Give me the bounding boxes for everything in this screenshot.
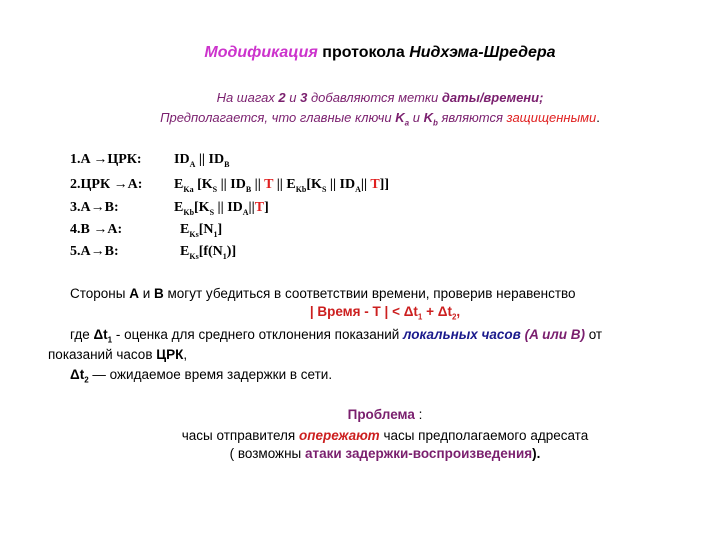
text-fragment: ||: [248, 200, 255, 215]
text-fragment: Δt: [93, 327, 108, 342]
text-fragment: Проблема: [347, 407, 415, 422]
text-fragment: Ks: [189, 251, 199, 261]
text-fragment: A: [189, 159, 196, 169]
step-message: [180, 244, 236, 261]
text-fragment: 1: [222, 251, 227, 261]
key-ka-subscript: a: [404, 118, 410, 128]
text-fragment: || ID: [217, 177, 246, 192]
timestamp-t: T: [370, 177, 380, 192]
text-fragment: — ожидаемое время задержки в сети.: [88, 367, 333, 382]
text-fragment: ||: [251, 177, 265, 192]
local-clocks-term: локальных часов: [403, 327, 521, 342]
time-inequality: [0, 304, 720, 322]
step-label: 4.B →A:: [70, 222, 123, 237]
text-fragment: [N: [198, 222, 214, 237]
step-label: 1.A →ЦРК:: [70, 152, 142, 167]
intro-step-number: 3: [300, 90, 308, 105]
text-fragment: и: [138, 286, 155, 301]
para-line-5: [70, 367, 332, 385]
intro-line-2: [0, 110, 720, 128]
intro-line-1: [0, 90, 720, 105]
text-fragment: B: [154, 286, 164, 301]
text-fragment: E: [180, 244, 190, 259]
text-fragment: 1: [417, 312, 423, 322]
text-fragment: могут убедиться в соответствии времени, проверив неравенство: [163, 286, 576, 301]
text-fragment: 2: [451, 312, 457, 322]
key-kb-subscript: b: [432, 118, 438, 128]
text-fragment: Ks: [189, 229, 199, 239]
text-fragment: ]: [264, 200, 269, 215]
key-kb: K: [423, 110, 433, 125]
title-word-protocol: протокола: [317, 44, 410, 61]
text-fragment: Kb: [295, 184, 307, 194]
text-fragment: A: [242, 207, 249, 217]
intro-text: На шагах: [216, 90, 279, 105]
text-fragment: || E: [273, 177, 296, 192]
text-fragment: - оценка для среднего отклонения показаний: [112, 327, 404, 342]
title-word-needham-schroeder: Нидхэма-Шредера: [409, 44, 556, 61]
text-fragment: ID: [174, 152, 190, 167]
text-fragment: ||: [360, 177, 371, 192]
text-fragment: 1: [213, 229, 218, 239]
problem-line-2: [0, 446, 720, 461]
protocol-step-2: [70, 177, 389, 194]
text-fragment: )]: [226, 244, 237, 259]
text-fragment: A: [355, 184, 361, 194]
intro-text: и: [285, 90, 301, 105]
text-fragment: Стороны: [70, 286, 130, 301]
text-fragment: E: [174, 177, 184, 192]
text-fragment: A: [129, 286, 139, 301]
para-line-4: [48, 347, 187, 362]
step-message: [174, 177, 389, 194]
text-fragment: ).: [532, 446, 541, 461]
intro-timestamp-label: даты/времени;: [441, 90, 544, 105]
text-fragment: 1: [107, 335, 113, 345]
text-fragment: || ID: [195, 152, 225, 167]
text-fragment: Ka: [183, 184, 194, 194]
key-ka: K: [395, 110, 405, 125]
protocol-step-4: [70, 222, 223, 239]
text-fragment: ЦРК: [156, 347, 184, 362]
step-message: [174, 200, 269, 217]
text-fragment: от: [584, 327, 603, 342]
text-fragment: | Время - T | < Δt: [309, 304, 418, 319]
text-fragment: ]: [217, 222, 223, 237]
para-line-1: [70, 286, 576, 301]
problem-line-1: [0, 428, 720, 443]
text-fragment: Kb: [183, 207, 195, 217]
text-fragment: часы предполагаемого адресата: [379, 428, 589, 443]
title-word-modification: Модификация: [204, 44, 318, 61]
protocol-step-3: [70, 200, 269, 217]
step-label: 3.A→B:: [70, 200, 119, 215]
text-fragment: B: [224, 159, 230, 169]
text-fragment: S: [209, 207, 215, 217]
step-label: 5.A→B:: [70, 244, 119, 259]
text-fragment: атаки задержки-воспроизведения: [305, 446, 533, 461]
timestamp-t: T: [254, 200, 265, 215]
problem-heading: [0, 407, 720, 422]
protocol-step-5: [70, 244, 237, 261]
protocol-step-1: [70, 152, 230, 169]
text-fragment: B: [245, 184, 252, 194]
para-line-3: [70, 327, 602, 345]
text-fragment: ,: [183, 347, 188, 362]
text-fragment: 2: [84, 375, 89, 385]
step-message: [174, 152, 229, 169]
text-fragment: Δt: [70, 367, 85, 382]
intro-text: Предполагается, что главные ключи: [160, 110, 396, 125]
text-fragment: (A или B): [520, 327, 585, 342]
step-message: [180, 222, 222, 239]
text-fragment: часы отправителя: [181, 428, 299, 443]
text-fragment: опережают: [298, 428, 380, 443]
text-fragment: [K: [306, 177, 322, 192]
text-fragment: где: [70, 327, 94, 342]
text-fragment: ]]: [379, 177, 389, 192]
text-fragment: E: [174, 200, 184, 215]
intro-protected-word: защищенными: [506, 110, 597, 125]
text-fragment: + Δt: [422, 304, 452, 319]
text-fragment: S: [212, 184, 218, 194]
text-fragment: S: [321, 184, 327, 194]
text-fragment: E: [180, 222, 190, 237]
text-fragment: :: [414, 407, 423, 422]
text-fragment: || ID: [326, 177, 356, 192]
text-fragment: [K: [193, 177, 213, 192]
slide-title: [0, 44, 720, 62]
text-fragment: || ID: [214, 200, 243, 215]
intro-text: добавляются метки: [307, 90, 442, 105]
intro-text: являются: [437, 110, 507, 125]
text-fragment: ,: [456, 304, 461, 319]
text-fragment: [K: [194, 200, 210, 215]
intro-step-number: 2: [278, 90, 286, 105]
intro-period: .: [596, 110, 600, 125]
step-label: 2.ЦРК →A:: [70, 177, 143, 192]
intro-text: и: [409, 110, 424, 125]
text-fragment: показаний часов: [48, 347, 157, 362]
text-fragment: ( возможны: [229, 446, 305, 461]
timestamp-t: T: [264, 177, 274, 192]
text-fragment: [f(N: [198, 244, 223, 259]
